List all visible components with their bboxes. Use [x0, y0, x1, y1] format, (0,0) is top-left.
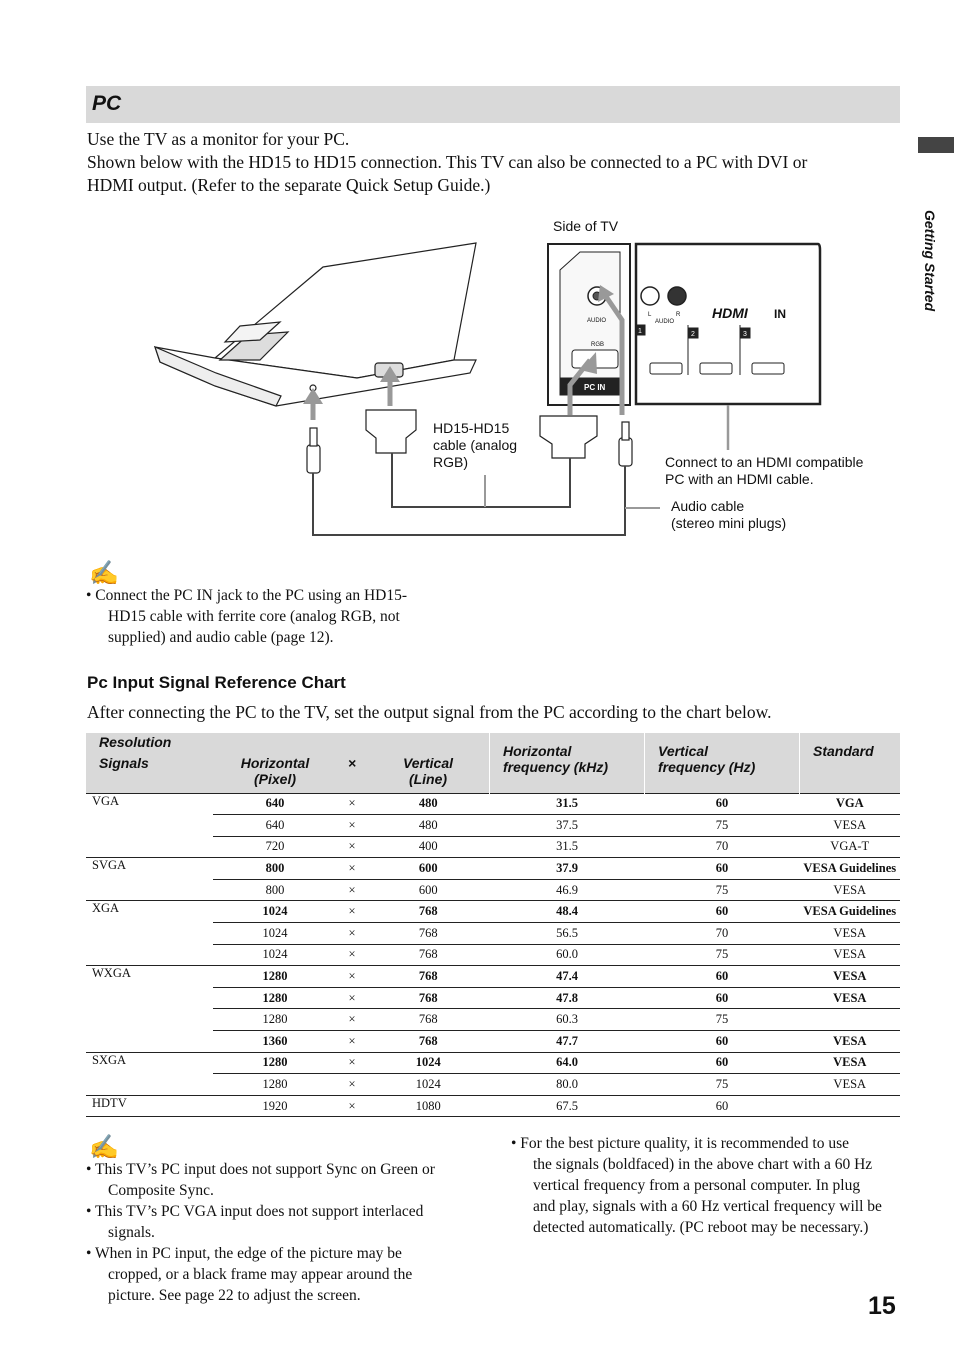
table-row [86, 793, 900, 815]
cell-standard: VGA-T [800, 836, 901, 858]
table-row [86, 1031, 900, 1053]
hdmi-connect-label-line-2: PC with an HDMI cable. [665, 471, 814, 487]
cell-hfreq: 47.4 [490, 966, 645, 988]
cell-times: × [337, 815, 367, 837]
panel-audio-label: AUDIO [587, 318, 607, 324]
cell-horizontal: 1280 [213, 966, 337, 988]
header-vfreq-line-2: frequency (Hz) [658, 759, 756, 775]
note-1-bullet [86, 585, 477, 648]
cell-vertical: 768 [367, 1031, 490, 1053]
cell-hfreq: 31.5 [490, 836, 645, 858]
cell-standard: VGA [800, 793, 901, 815]
cell-times: × [337, 858, 367, 880]
cell-vertical: 600 [367, 858, 490, 880]
header-standard: Standard [800, 733, 901, 793]
note-2-bullet-3-line-1: • When in PC input, the edge of the picture may be [86, 1245, 402, 1262]
cell-hfreq: 46.9 [490, 879, 645, 901]
cell-vertical: 768 [367, 987, 490, 1009]
cell-signal [86, 944, 213, 966]
cell-vertical: 480 [367, 793, 490, 815]
header-vertical-line-line-2: (Line) [408, 771, 448, 787]
note-2-right-line-3: vertical frequency from a personal computer. In plug [533, 1177, 861, 1194]
cell-vertical: 768 [367, 923, 490, 945]
cell-hfreq: 60.0 [490, 944, 645, 966]
hd15-cable-label-line-3: RGB) [433, 454, 468, 470]
cell-vertical: 768 [367, 901, 490, 923]
intro-line-1: Use the TV as a monitor for your PC. [87, 129, 350, 149]
cell-vertical: 400 [367, 836, 490, 858]
cell-standard: VESA [800, 987, 901, 1009]
page-number: 15 [868, 1292, 896, 1320]
cell-hfreq: 56.5 [490, 923, 645, 945]
table-row [86, 858, 900, 880]
header-times: × [337, 733, 367, 793]
cell-hfreq: 48.4 [490, 901, 645, 923]
note-2-right-bullet [511, 1133, 922, 1238]
cell-horizontal: 1280 [213, 987, 337, 1009]
table-row [86, 1095, 900, 1117]
hd15-cable-label-line-2: cable (analog [433, 437, 518, 453]
cell-hfreq: 47.8 [490, 987, 645, 1009]
cell-horizontal: 640 [213, 815, 337, 837]
audio-cable-label-line-1: Audio cable [671, 498, 745, 514]
cell-horizontal: 1024 [213, 944, 337, 966]
note-2-right-line-1: • For the best picture quality, it is recommended to use [511, 1135, 850, 1152]
note-1-line-2: HD15 cable with ferrite core (analog RGB, not [108, 608, 400, 625]
panel-pc-in-label: PC IN [584, 383, 606, 392]
cell-times: × [337, 879, 367, 901]
hdmi-port-3-label: 3 [743, 331, 747, 338]
cell-hfreq: 37.5 [490, 815, 645, 837]
table-row [86, 879, 900, 901]
cell-signal: SVGA [86, 858, 213, 880]
cell-signal: SXGA [86, 1052, 213, 1074]
intro-line-3: HDMI output. (Refer to the separate Quick Setup Guide.) [87, 175, 491, 195]
cell-vertical: 1024 [367, 1052, 490, 1074]
cell-hfreq: 31.5 [490, 793, 645, 815]
header-horizontal-pixel-line-2: (Pixel) [253, 771, 296, 787]
cell-vertical: 768 [367, 966, 490, 988]
cell-vfreq: 75 [645, 815, 800, 837]
cell-signal [86, 1009, 213, 1031]
note-2-bullet-1-line-2: Composite Sync. [108, 1182, 214, 1199]
cell-signal: VGA [86, 793, 213, 815]
cell-vertical: 1080 [367, 1095, 490, 1117]
cell-signal: WXGA [86, 966, 213, 988]
connection-diagram [0, 210, 954, 550]
cell-hfreq: 64.0 [490, 1052, 645, 1074]
hdmi-port-2-label: 2 [691, 331, 695, 338]
cell-vfreq: 75 [645, 1009, 800, 1031]
note-pencil-icon: ✍ [89, 1135, 119, 1161]
cell-vfreq: 60 [645, 793, 800, 815]
table-row [86, 901, 900, 923]
header-vfreq-line-1: Vertical [658, 743, 709, 759]
cell-standard: VESA Guidelines [800, 858, 901, 880]
note-pencil-icon: ✍ [89, 561, 119, 587]
cell-vfreq: 75 [645, 1074, 800, 1096]
cell-vertical: 480 [367, 815, 490, 837]
cell-standard: VESA [800, 1052, 901, 1074]
section-header-bar [86, 86, 900, 123]
cell-signal [86, 815, 213, 837]
note-2-left-bullets [86, 1159, 497, 1306]
cell-horizontal: 720 [213, 836, 337, 858]
cell-standard: VESA [800, 1074, 901, 1096]
cell-horizontal: 800 [213, 879, 337, 901]
note-2-bullet-2-line-1: • This TV’s PC VGA input does not support interlaced [86, 1203, 424, 1220]
note-2-right-line-2: the signals (boldfaced) in the above chart with a 60 Hz [533, 1156, 873, 1173]
cell-hfreq: 80.0 [490, 1074, 645, 1096]
cell-signal [86, 987, 213, 1009]
cell-vfreq: 60 [645, 901, 800, 923]
cell-times: × [337, 966, 367, 988]
table-row [86, 1009, 900, 1031]
note-1-line-1: • Connect the PC IN jack to the PC using an HD15- [86, 587, 407, 604]
cell-horizontal: 1024 [213, 901, 337, 923]
cell-times: × [337, 1095, 367, 1117]
cell-horizontal: 1280 [213, 1009, 337, 1031]
cell-signal [86, 1031, 213, 1053]
note-2-right-line-4: and play, signals with a 60 Hz vertical frequency will be [533, 1198, 882, 1215]
cell-vfreq: 70 [645, 923, 800, 945]
hdmi-in-label: IN [774, 307, 786, 321]
cell-standard [800, 1009, 901, 1031]
note-2-bullet-2-line-2: signals. [108, 1224, 155, 1241]
cell-hfreq: 37.9 [490, 858, 645, 880]
table-row [86, 815, 900, 837]
panel-hdmi-audio-label: AUDIO [655, 319, 675, 325]
panel-rgb-label: RGB [591, 342, 605, 348]
chapter-tab-label: Getting Started [922, 210, 938, 312]
note-2-right-line-5: detected automatically. (PC reboot may be necessary.) [533, 1219, 869, 1236]
signal-reference-table [86, 733, 900, 1117]
header-horizontal-pixel [213, 733, 337, 793]
cell-times: × [337, 923, 367, 945]
cell-vfreq: 70 [645, 836, 800, 858]
cell-times: × [337, 1009, 367, 1031]
table-row [86, 944, 900, 966]
table-row [86, 987, 900, 1009]
cell-vfreq: 75 [645, 944, 800, 966]
header-vertical-frequency [645, 733, 800, 793]
cell-vfreq: 60 [645, 987, 800, 1009]
cell-standard: VESA Guidelines [800, 901, 901, 923]
cell-hfreq: 60.3 [490, 1009, 645, 1031]
cell-horizontal: 1280 [213, 1052, 337, 1074]
cell-standard: VESA [800, 815, 901, 837]
table-row [86, 966, 900, 988]
cell-standard: VESA [800, 944, 901, 966]
hdmi-connect-label-line-1: Connect to an HDMI compatible [665, 454, 864, 470]
header-horizontal-pixel-line-1: Horizontal [240, 755, 310, 771]
cell-standard [800, 1095, 901, 1117]
cell-vfreq: 60 [645, 1095, 800, 1117]
cell-standard: VESA [800, 1031, 901, 1053]
cell-times: × [337, 836, 367, 858]
cell-horizontal: 800 [213, 858, 337, 880]
header-hfreq-line-1: Horizontal [503, 743, 572, 759]
cell-horizontal: 1360 [213, 1031, 337, 1053]
cell-times: × [337, 1074, 367, 1096]
cell-signal: XGA [86, 901, 213, 923]
header-vertical-line-line-1: Vertical [402, 755, 454, 771]
header-hfreq-line-2: frequency (kHz) [503, 759, 609, 775]
chart-heading: Pc Input Signal Reference Chart [87, 673, 346, 692]
table-row [86, 1052, 900, 1074]
chapter-tab-marker [918, 137, 954, 153]
cell-times: × [337, 987, 367, 1009]
cell-horizontal: 1280 [213, 1074, 337, 1096]
header-horizontal-frequency [490, 733, 645, 793]
cell-vfreq: 75 [645, 879, 800, 901]
header-resolution: Resolution [99, 734, 172, 750]
cell-horizontal: 1024 [213, 923, 337, 945]
cell-signal: HDTV [86, 1095, 213, 1117]
hdmi-logo: HDMI [712, 305, 748, 321]
section-title: PC [92, 92, 122, 115]
cell-times: × [337, 901, 367, 923]
cell-times: × [337, 1052, 367, 1074]
cell-signal [86, 879, 213, 901]
note-2-bullet-1-line-1: • This TV’s PC input does not support Sync on Green or [86, 1161, 435, 1178]
cell-hfreq: 47.7 [490, 1031, 645, 1053]
cell-standard: VESA [800, 966, 901, 988]
cell-horizontal: 640 [213, 793, 337, 815]
cell-hfreq: 67.5 [490, 1095, 645, 1117]
cell-horizontal: 1920 [213, 1095, 337, 1117]
header-signals [86, 733, 213, 793]
cell-times: × [337, 793, 367, 815]
note-2-bullet-3-line-2: cropped, or a black frame may appear around the [108, 1266, 413, 1283]
hdmi-port-1-label: 1 [638, 328, 642, 335]
table-row [86, 836, 900, 858]
cell-vfreq: 60 [645, 858, 800, 880]
header-vertical-line [367, 733, 490, 793]
cell-vfreq: 60 [645, 1052, 800, 1074]
cell-vertical: 768 [367, 1009, 490, 1031]
side-of-tv-label: Side of TV [553, 218, 619, 234]
cell-times: × [337, 944, 367, 966]
panel-r-label: R [676, 312, 681, 318]
header-signals-label: Signals [99, 755, 149, 771]
cell-standard: VESA [800, 879, 901, 901]
cell-vertical: 600 [367, 879, 490, 901]
cell-vfreq: 60 [645, 966, 800, 988]
cell-standard: VESA [800, 923, 901, 945]
audio-cable-label-line-2: (stereo mini plugs) [671, 515, 787, 531]
laptop-illustration [155, 243, 476, 406]
tv-side-panel [548, 244, 820, 405]
cell-times: × [337, 1031, 367, 1053]
cell-vertical: 768 [367, 944, 490, 966]
hd15-cable-label-line-1: HD15-HD15 [433, 420, 510, 436]
cell-signal [86, 836, 213, 858]
panel-l-label: L [648, 312, 652, 318]
note-2-bullet-3-line-3: picture. See page 22 to adjust the screen. [108, 1287, 361, 1304]
table-row [86, 1074, 900, 1096]
chart-intro: After connecting the PC to the TV, set the output signal from the PC according to the chart below. [87, 702, 772, 722]
note-1-line-3: supplied) and audio cable (page 12). [108, 629, 334, 646]
cell-vfreq: 60 [645, 1031, 800, 1053]
cell-signal [86, 1074, 213, 1096]
cell-signal [86, 923, 213, 945]
table-row [86, 923, 900, 945]
intro-line-2: Shown below with the HD15 to HD15 connection. This TV can also be connected to a PC with DVI or [87, 152, 808, 172]
cell-vertical: 1024 [367, 1074, 490, 1096]
